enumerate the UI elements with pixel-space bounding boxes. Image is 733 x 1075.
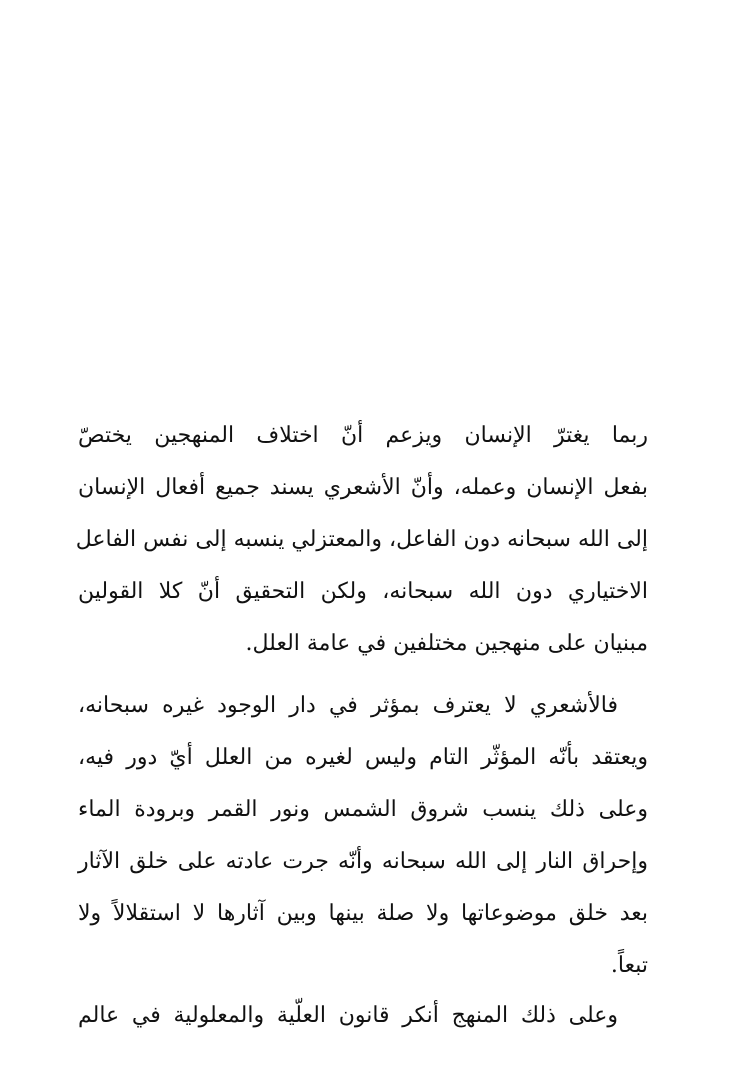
- paragraph-3: [78, 990, 648, 1042]
- paragraph-line: مبنيان على منهجين مختلفين في عامة العلل.: [245, 631, 648, 656]
- paragraph-line: إلى الله سبحانه دون الفاعل، والمعتزلي ينسبه إلى نفس الفاعل: [75, 527, 648, 552]
- paragraph-line: وعلى ذلك ينسب شروق الشمس ونور القمر وبرودة الماء: [78, 797, 648, 822]
- paragraph-line: بفعل الإنسان وعمله، وأنّ الأشعري يسند جميع أفعال الإنسان: [78, 475, 648, 500]
- paragraph-line: تبعاً.: [610, 953, 648, 978]
- paragraph-line: وإحراق النار إلى الله سبحانه وأنّه جرت عادته على خلق الآثار: [78, 849, 648, 874]
- paragraph-line: وعلى ذلك المنهج أنكر قانون العلّية والمعلولية في عالم: [78, 1003, 618, 1028]
- paragraph-line: بعد خلق موضوعاتها ولا صلة بينها وبين آثارها لا استقلالاً ولا: [78, 901, 648, 926]
- paragraph-2: [78, 680, 648, 992]
- paragraph-1: [75, 410, 648, 670]
- paragraph-line: الاختياري دون الله سبحانه، ولكن التحقيق أنّ كلا القولين: [78, 579, 648, 604]
- paragraph-line: ربما يغترّ الإنسان ويزعم أنّ اختلاف المنهجين يختصّ: [78, 423, 648, 448]
- paragraph-line: فالأشعري لا يعترف بمؤثر في دار الوجود غيره سبحانه،: [78, 693, 618, 718]
- paragraph-line: ويعتقد بأنّه المؤثّر التام وليس لغيره من العلل أيّ دور فيه،: [78, 745, 648, 770]
